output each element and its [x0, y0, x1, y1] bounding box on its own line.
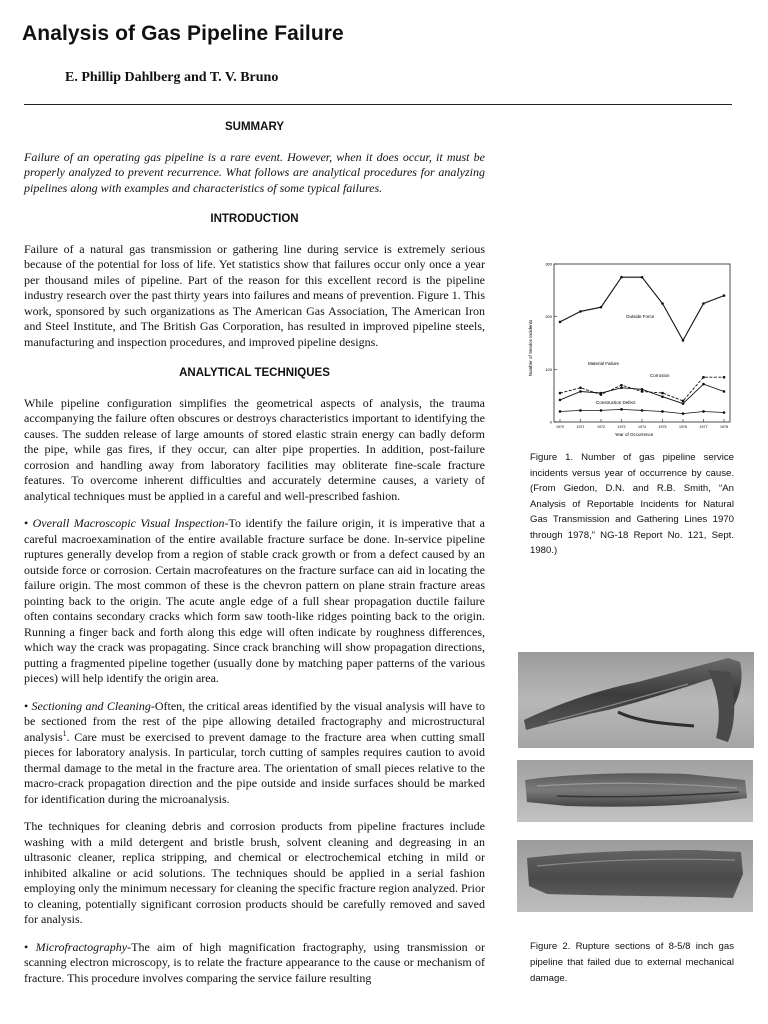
bullet-visual-inspection-text: -To identify the failure origin, it is imperative that a careful macroexamination of the entire available fracture surface be done. In-service pipeline ruptures generally develop from a region of stable crack growth or from a defect caused by an outside force or corrosion. Certain macrofeatures on the fracture surface can aid in locating the failure origin. The most common of these is the chevron pattern on plane strain fracture areas pointing back to the origin. The acute angle edge of a full shear propagation ductile failure often contains secondary cracks which form saw tooth-like ridges pointing back to the origin. Running a finger back and forth along this edge will often indicate by roughness differences, which way the crack was propagating. Since crack branching will show propagation directions, putting a fragmented pipeline together (usually done by matching paper patterns of the various pieces) will help identify the origin area. [24, 516, 485, 685]
bullet-visual-inspection-term: Overall Macroscopic Visual Inspection [32, 516, 225, 530]
analytical-heading: ANALYTICAL TECHNIQUES [179, 367, 330, 379]
data-point-corrosion [702, 376, 705, 379]
chart-ylabel: Number of Service Incidents [528, 319, 533, 377]
title-rule [24, 104, 732, 105]
main-column [24, 120, 485, 998]
data-point-corrosion [559, 392, 562, 395]
x-tick-label: 1975 [658, 425, 667, 429]
data-point-material-failure [559, 399, 562, 402]
data-point-construction-defect [600, 409, 603, 412]
data-point-outside-force [723, 294, 726, 297]
footnote-marker[interactable]: 1 [62, 728, 67, 738]
x-tick-label: 1973 [617, 425, 626, 429]
x-tick-label: 1978 [720, 425, 728, 429]
data-point-construction-defect [682, 412, 685, 415]
x-tick-label: 1970 [556, 425, 564, 429]
summary-heading: SUMMARY [225, 121, 284, 133]
data-point-corrosion [579, 386, 582, 389]
data-point-corrosion [600, 393, 603, 396]
figure-1-chart [524, 258, 736, 438]
data-point-outside-force [702, 302, 705, 305]
introduction-heading: INTRODUCTION [210, 213, 299, 225]
data-point-outside-force [579, 310, 582, 313]
data-point-corrosion [641, 390, 644, 393]
chart-axes [545, 262, 730, 430]
rupture-photo-1 [518, 652, 754, 748]
data-point-material-failure [661, 395, 664, 398]
bullet-sectioning-term: Sectioning and Cleaning [31, 698, 151, 713]
authors: E. Phillip Dahlberg and T. V. Bruno [65, 70, 279, 85]
bullet-visual-inspection: • Overall Macroscopic Visual Inspection-To identify the failure origin, it is imperative that a careful macroexamination of the entire available fracture surface be done. In-service pipeline ruptures generally develop from a region of stable crack growth or from a defect caused by an outside force or corrosion. Certain macrofeatures on the fracture surface can aid in locating the failure origin. The most common of these is the chevron pattern on plane strain fracture areas pointing back to the origin. The acute angle edge of a full shear propagation ductile failure often contains secondary cracks which form saw tooth-like ridges pointing back to the origin. Running a finger back and forth along this edge will often indicate by roughness differences, which way the crack was propagating. Since crack branching will show propagation directions, putting a fragmented pipeline together (usually done by matching paper patterns of the various pieces) will help identify the origin area. [24, 516, 485, 685]
data-point-outside-force [682, 339, 685, 342]
analytical-intro-paragraph: While pipeline configuration simplifies the geometrical aspects of analysis, the trauma accompanying the failure often obscures or destroys characteristics important to identifying the causes. The sudden release of large amounts of stored elastic strain energy can badly deform the pipe, while gas fires, if they occur, can alter pipe properties. In addition, post-failure corrosion and handling away from laboratory facilities may obliterate fine-scale fracture features. To overcome inherent difficulties and accurately determine causes, a variety of analytical techniques must be applied in a careful and well-prescribed fashion. [24, 395, 485, 503]
data-point-material-failure [579, 390, 582, 393]
chart-series-group [559, 276, 726, 415]
bullet-sectioning-text-a: -Often, the critical areas identified by the visual analysis will have to be sectioned from the rest of the pipe allowing detailed fractography and microstructural analysis [24, 698, 485, 744]
y-tick-label: 0 [549, 419, 552, 425]
data-point-construction-defect [620, 408, 623, 411]
y-tick-label: 200 [545, 314, 552, 320]
data-point-outside-force [559, 321, 562, 324]
data-point-corrosion [620, 384, 623, 387]
x-tick-label: 1977 [699, 425, 708, 429]
data-point-construction-defect [579, 409, 582, 412]
data-point-outside-force [641, 276, 644, 279]
bullet-sectioning-text-b: . Care must be exercised to prevent damage to the fracture area when cutting small pieces for laboratory analysis. In particular, torch cutting of samples requires caution to avoid thermal damage to the metal in the fracture area. The orientation of small pieces relative to the macro-crack propagation direction and the pipe outside and inside surfaces should be marked for identification during the microanalysis. [24, 729, 485, 806]
chart-xlabel: Year of Occurrence [614, 432, 654, 437]
data-point-corrosion [723, 376, 726, 379]
data-point-corrosion [682, 400, 685, 403]
rupture-photo-2 [517, 760, 753, 822]
data-point-construction-defect [702, 410, 705, 413]
x-tick-label: 1976 [679, 425, 687, 429]
series-line-outside-force [560, 277, 724, 340]
data-point-material-failure [702, 383, 705, 386]
data-point-corrosion [661, 392, 664, 395]
data-point-construction-defect [723, 411, 726, 414]
series-line-material-failure [560, 384, 724, 404]
bullet-sectioning: • Sectioning and Cleaning-Often, the critical areas identified by the visual analysis will have to be sectioned from the rest of the pipe allowing detailed fractography and microstructural analysis$^1$. Care must be exercised to prevent damage to the fracture area when cutting small pieces for laboratory analysis. In particular, torch cutting of samples requires caution to avoid thermal damage to the metal in the fracture area. The orientation of small pieces relative to the macro-crack propagation direction and the pipe outside and inside surfaces should be marked for identification during the microanalysis. [24, 698, 485, 806]
data-point-construction-defect [559, 410, 562, 413]
y-tick-label: 100 [545, 366, 552, 372]
bullet-microfractography-term: Microfractography [35, 939, 128, 954]
data-point-outside-force [661, 302, 664, 305]
paper-title: Analysis of Gas Pipeline Failure [22, 22, 344, 45]
x-tick-label: 1971 [576, 425, 585, 429]
label-construction-defect: Construction Defect [596, 400, 636, 405]
rupture-photo-3 [517, 840, 753, 912]
data-point-outside-force [620, 276, 623, 279]
label-outside-force: Outside Force [626, 314, 655, 319]
x-tick-label: 1972 [597, 425, 605, 429]
label-corrosion: Corrosion [650, 373, 670, 378]
introduction-text: Failure of a natural gas transmission or gathering line during service is extremely serious because of the potential for loss of life. Yet statistics show that failures occur only once a year per thousand miles of pipeline. Part of the reason for this excellent record is the pipeline industry research over the past thirty years into failures and means of prevention. Figure 1. This work, sponsored by such organizations as The American Gas Association, The American Iron and Steel Institute, and The British Gas Corporation, has resulted in improved pipeline steels, manufacturing and inspection procedures, and improved pipeline designs. [24, 241, 485, 349]
data-point-material-failure [723, 390, 726, 393]
x-tick-label: 1974 [638, 425, 646, 429]
data-point-outside-force [600, 306, 603, 309]
y-tick-label: 300 [545, 261, 552, 267]
summary-text: Failure of an operating gas pipeline is a rare event. However, when it does occur, it must be properly analyzed to prevent recurrence. What follows are analytical procedures for analyzing pipelines along with examples and characteristics of some typical failures. [24, 149, 485, 195]
data-point-material-failure [620, 386, 623, 389]
figure-2-caption: Figure 2. Rupture sections of 8-5/8 inch gas pipeline that failed due to external mechanical damage. [530, 941, 734, 984]
bullet-microfractography: • Microfractography-The aim of high magnification fractography, using transmission or scanning electron microscopy, is to relate the fracture appearance to the cause or mechanism of fracture. This procedure involves comparing the service failure resulting [24, 939, 486, 985]
bullet-microfractography-text: -The aim of high magnification fractography, using transmission or scanning electron microscopy, is to relate the fracture appearance to the cause or mechanism of fracture. This procedure involves comparing the service failure resulting [24, 939, 486, 985]
plot-frame [554, 264, 730, 422]
figure-1-caption: Figure 1. Number of gas pipeline service incidents versus year of occurrence by cause. (From Giedon, D.N. and R.B. Smith, “An Analysis of Reportable Incidents for Natural Gas Transmission and Gathering Lines 1970 through 1978,” NG-18 Report No. 121, Sept. 1980.) [530, 452, 734, 556]
data-point-material-failure [682, 402, 685, 405]
label-material-failure: Material Failure [588, 361, 620, 366]
data-point-construction-defect [661, 410, 664, 413]
cleaning-paragraph: The techniques for cleaning debris and corrosion products from pipeline fractures include washing with a mild detergent and bristle brush, solvent cleaning and degreasing in an ultrasonic cleaner, replica stripping, and chemical or electrochemical etching in mild or inhibited alkaline or acid solutions. The techniques should be applied in a serial fashion employing only the minimum necessary for cleaning the specific fracture region analyzed. Prior to cleaning, potentially significant corrosion products should be carefully removed and saved for analysis. [24, 819, 485, 926]
data-point-construction-defect [641, 409, 644, 412]
